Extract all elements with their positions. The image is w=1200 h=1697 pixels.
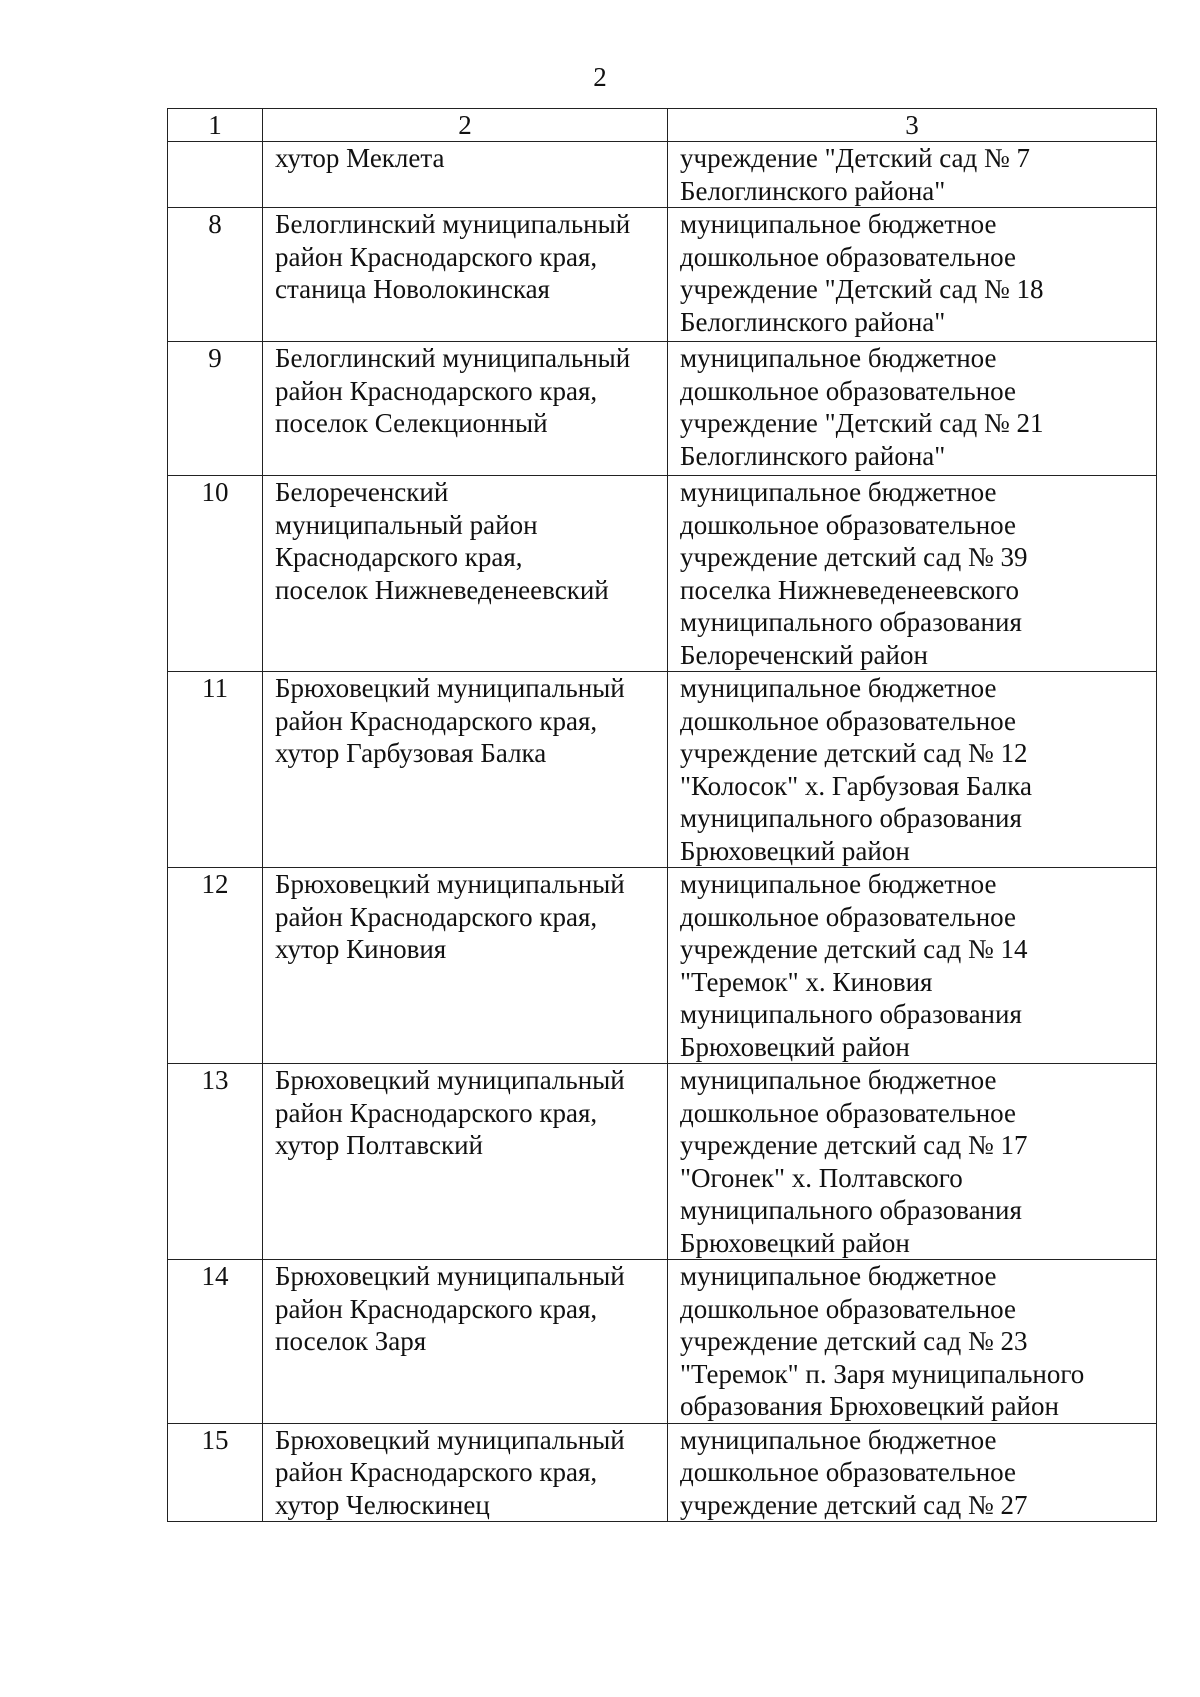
institution-cell xyxy=(668,476,1157,672)
institution-cell xyxy=(668,142,1157,208)
locality-text-line: хутор Меклета xyxy=(275,143,445,173)
locality-text-line: станица Новолокинская xyxy=(275,274,550,304)
locality-cell xyxy=(263,1260,668,1424)
table-row xyxy=(168,1260,1157,1424)
locality-cell xyxy=(263,476,668,672)
locality-text-line: район Краснодарского края, xyxy=(275,1293,598,1324)
institution-text-line: дошкольное образовательное xyxy=(680,705,1016,736)
institution-text-line: муниципальное бюджетное xyxy=(680,343,997,373)
institution-cell xyxy=(668,1064,1157,1260)
institution-text-line: "Огонек" х. Полтавского xyxy=(680,1162,963,1193)
table-row xyxy=(168,342,1157,476)
table-row xyxy=(168,868,1157,1064)
institution-text-line: муниципальное бюджетное xyxy=(680,209,997,239)
institution-cell xyxy=(668,1260,1157,1424)
institution-cell xyxy=(668,868,1157,1064)
table-row xyxy=(168,208,1157,342)
institution-text-line: муниципального образования xyxy=(680,803,1022,833)
locality-text-line: Краснодарского края, xyxy=(275,542,523,572)
institution-text-line: учреждение "Детский сад № 18 xyxy=(680,274,1044,304)
institution-text-line: учреждение детский сад № 23 xyxy=(680,1326,1028,1356)
table-body xyxy=(168,109,1157,1522)
institution-text-line: дошкольное образовательное xyxy=(680,1457,1016,1487)
institution-text-line: Белоглинского района" xyxy=(680,175,946,206)
locality-text-line: район Краснодарского края, xyxy=(275,1457,598,1487)
institution-text-line: учреждение детский сад № 14 xyxy=(680,934,1028,964)
locality-cell xyxy=(263,208,668,342)
institution-text-line: Брюховецкий район xyxy=(680,1031,910,1062)
row-number-cell: 14 xyxy=(168,1260,263,1424)
locality-text-line: район Краснодарского края, xyxy=(275,1097,598,1128)
row-number-cell: 11 xyxy=(168,672,263,868)
row-number-cell: 13 xyxy=(168,1064,263,1260)
institution-text-line: муниципальное бюджетное xyxy=(680,1261,997,1291)
institution-text-line: муниципального образования xyxy=(680,607,1022,637)
locality-text-line: район Краснодарского края, xyxy=(275,901,598,932)
column-header-locality: 2 xyxy=(263,109,668,142)
institution-text-line: поселка Нижневеденеевского xyxy=(680,574,1019,605)
institution-text-line: муниципальное бюджетное xyxy=(680,1065,997,1095)
table-row xyxy=(168,476,1157,672)
locality-text-line: хутор Челюскинец xyxy=(275,1489,490,1520)
row-number-cell: 15 xyxy=(168,1423,263,1522)
institution-text-line: учреждение детский сад № 12 xyxy=(680,738,1028,768)
locality-text-line: Белоглинский муниципальный xyxy=(275,209,631,239)
locality-cell xyxy=(263,1064,668,1260)
locality-cell xyxy=(263,142,668,208)
institution-text-line: муниципальное бюджетное xyxy=(680,869,997,899)
institution-text-line: дошкольное образовательное xyxy=(680,1097,1016,1128)
table-row xyxy=(168,1423,1157,1522)
institution-text-line: дошкольное образовательное xyxy=(680,1293,1016,1324)
locality-text-line: муниципальный район xyxy=(275,509,538,540)
institution-text-line: Брюховецкий район xyxy=(680,1227,910,1258)
institution-text-line: "Колосок" х. Гарбузовая Балка xyxy=(680,770,1032,801)
institution-cell xyxy=(668,1423,1157,1522)
row-number-cell: 8 xyxy=(168,208,263,342)
institution-text-line: "Теремок" х. Киновия xyxy=(680,966,933,997)
institution-text-line: муниципальное бюджетное xyxy=(680,1424,997,1455)
table-row xyxy=(168,1064,1157,1260)
institution-text-line: дошкольное образовательное xyxy=(680,375,1016,406)
institution-text-line: учреждение детский сад № 39 xyxy=(680,542,1028,572)
institution-cell xyxy=(668,672,1157,868)
locality-text-line: хутор Полтавский xyxy=(275,1130,483,1160)
page-number: 2 xyxy=(593,62,607,92)
row-number-cell: 12 xyxy=(168,868,263,1064)
institution-text-line: муниципального образования xyxy=(680,999,1022,1029)
locality-text-line: Белореченский xyxy=(275,477,449,507)
locality-text-line: Белоглинский муниципальный xyxy=(275,343,631,373)
locality-text-line: Брюховецкий муниципальный xyxy=(275,673,625,703)
institution-text-line: учреждение детский сад № 17 xyxy=(680,1130,1028,1160)
institution-text-line: муниципальное бюджетное xyxy=(680,477,997,507)
institution-text-line: дошкольное образовательное xyxy=(680,901,1016,932)
locality-text-line: Брюховецкий муниципальный xyxy=(275,1065,625,1095)
institution-text-line: муниципального образования xyxy=(680,1195,1022,1225)
row-number-cell xyxy=(168,142,263,208)
institution-text-line: Белореченский район xyxy=(680,639,928,670)
institution-text-line: дошкольное образовательное xyxy=(680,241,1016,272)
institution-text-line: учреждение "Детский сад № 21 xyxy=(680,408,1044,438)
locality-text-line: хутор Киновия xyxy=(275,934,447,964)
locality-text-line: поселок Нижневеденеевский xyxy=(275,574,609,605)
institutions-table xyxy=(167,108,1157,1522)
row-number-cell: 9 xyxy=(168,342,263,476)
locality-cell xyxy=(263,868,668,1064)
locality-text-line: район Краснодарского края, xyxy=(275,241,598,272)
institution-cell xyxy=(668,342,1157,476)
row-number-cell: 10 xyxy=(168,476,263,672)
locality-text-line: поселок Заря xyxy=(275,1326,427,1356)
table-row xyxy=(168,142,1157,208)
institution-text-line: Белоглинского района" xyxy=(680,440,946,471)
column-header-institution: 3 xyxy=(668,109,1157,142)
institution-text-line: Белоглинского района" xyxy=(680,306,946,337)
locality-text-line: Брюховецкий муниципальный xyxy=(275,1261,625,1291)
locality-text-line: Брюховецкий муниципальный xyxy=(275,869,625,899)
institution-text-line: учреждение "Детский сад № 7 xyxy=(680,143,1030,173)
locality-text-line: хутор Гарбузовая Балка xyxy=(275,738,547,768)
institution-text-line: образования Брюховецкий район xyxy=(680,1391,1059,1421)
institution-text-line: "Теремок" п. Заря муниципального xyxy=(680,1358,1085,1389)
locality-cell xyxy=(263,672,668,868)
table-row xyxy=(168,672,1157,868)
institution-text-line: дошкольное образовательное xyxy=(680,509,1016,540)
locality-text-line: район Краснодарского края, xyxy=(275,705,598,736)
locality-text-line: Брюховецкий муниципальный xyxy=(275,1424,625,1455)
locality-cell xyxy=(263,342,668,476)
institution-text-line: Брюховецкий район xyxy=(680,835,910,866)
locality-text-line: поселок Селекционный xyxy=(275,408,548,438)
locality-cell xyxy=(263,1423,668,1522)
institution-text-line: учреждение детский сад № 27 xyxy=(680,1489,1028,1520)
column-header-number: 1 xyxy=(168,109,263,142)
locality-text-line: район Краснодарского края, xyxy=(275,375,598,406)
institution-cell xyxy=(668,208,1157,342)
institution-text-line: муниципальное бюджетное xyxy=(680,673,997,703)
table-header-row xyxy=(168,109,1157,142)
